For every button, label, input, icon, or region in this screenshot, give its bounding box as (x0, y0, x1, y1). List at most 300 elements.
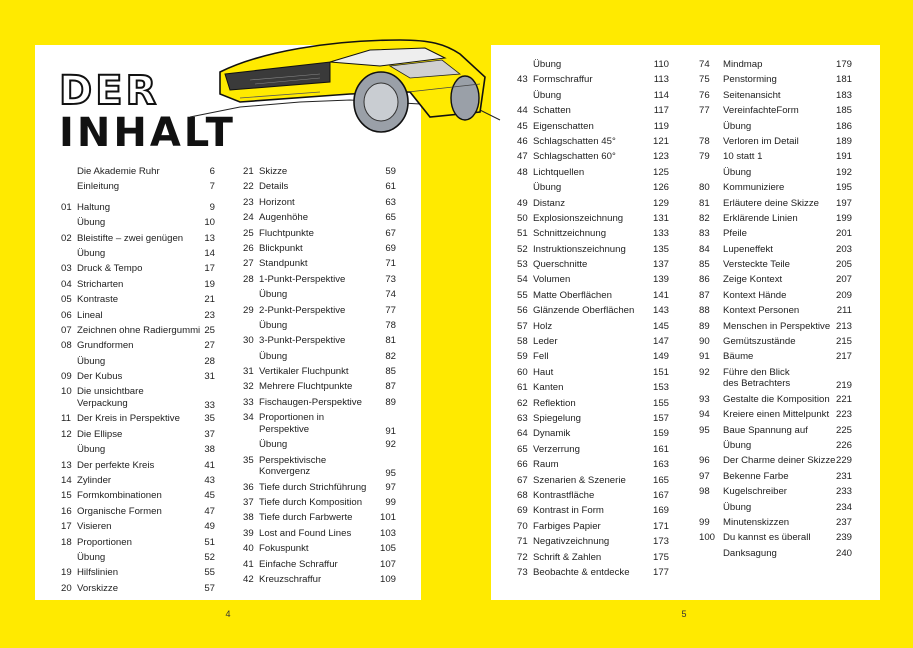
toc-entry-title-line: Details (259, 181, 289, 193)
toc-entry-number: 08 (61, 340, 72, 352)
toc-entry (517, 88, 669, 103)
toc-entry-title-line: Proportionen (77, 536, 132, 548)
toc-entry-number: 47 (517, 151, 528, 163)
title-line-2: INHALT (59, 110, 236, 156)
toc-entry (243, 395, 396, 410)
toc-entry (517, 149, 669, 164)
toc-entry-title (723, 272, 782, 287)
toc-entry-title (77, 386, 144, 409)
toc-entry-title (259, 495, 362, 510)
toc-entry-number: 22 (243, 181, 254, 193)
toc-entry-number: 25 (243, 227, 254, 239)
toc-entry-number: 21 (243, 166, 254, 177)
toc-entry-title (723, 288, 786, 303)
toc-entry-number: 26 (243, 242, 254, 254)
toc-entry-page: 151 (652, 366, 669, 378)
toc-entry (61, 519, 215, 534)
toc-entry-title-line: Gestalte die Komposition (723, 393, 830, 405)
toc-entry-number: 98 (699, 486, 710, 498)
toc-entry-title (723, 319, 830, 334)
toc-entry-title-line: Fischaugen-Perspektive (259, 396, 362, 408)
toc-entry-number: 72 (517, 551, 528, 563)
toc-entry (243, 179, 396, 194)
toc-entry (243, 480, 396, 495)
toc-entry-title-line: Zeichnen ohne Radiergummi (77, 324, 201, 336)
toc-entry-page: 237 (835, 516, 852, 528)
toc-entry-title (533, 57, 561, 72)
toc-entry-page: 69 (385, 242, 396, 254)
toc-entry (699, 134, 852, 149)
toc-entry (61, 200, 215, 215)
toc-entry-page: 117 (653, 105, 669, 117)
toc-entry (61, 565, 215, 580)
toc-entry-number: 45 (517, 120, 528, 132)
toc-entry-page: 105 (379, 543, 396, 555)
toc-entry-number: 40 (243, 543, 254, 555)
toc-entry-page: 225 (835, 424, 852, 436)
toc-entry-number: 19 (61, 567, 72, 579)
toc-entry-title (259, 364, 349, 379)
toc-entry-number: 05 (61, 294, 72, 306)
toc-entry-number: 11 (61, 413, 71, 425)
toc-entry-title-line: Tiefe durch Komposition (259, 497, 363, 509)
toc-entry (699, 438, 852, 453)
toc-entry-title-line: des Betrachters (723, 378, 791, 390)
toc-entry-title (723, 242, 773, 257)
toc-entry-title-line: Seitenansicht (723, 89, 781, 101)
toc-entry (699, 423, 852, 438)
toc-entry-title-line: Zylinder (77, 475, 112, 487)
toc-entry-title (723, 180, 784, 195)
toc-entry-page: 217 (835, 351, 852, 363)
toc-entry-page: 213 (835, 320, 852, 332)
toc-entry-page: 123 (652, 151, 669, 163)
toc-entry-title (723, 57, 762, 72)
toc-entry-title-line: Penstorming (723, 74, 777, 86)
toc-entry-page: 147 (652, 336, 669, 348)
toc-entry-title (77, 581, 118, 596)
toc-entry-page: 173 (652, 536, 669, 548)
toc-entry-title (723, 165, 751, 180)
toc-entry-title-line: Holz (533, 320, 553, 332)
toc-entry-title-line: Übung (259, 439, 288, 451)
toc-entry-number: 31 (243, 366, 254, 378)
toc-entry-page: 240 (835, 547, 852, 559)
toc-entry-title-line: Der Kubus (77, 371, 123, 383)
toc-entry-page: 135 (652, 243, 669, 255)
toc-entry (243, 272, 396, 287)
toc-entry-title (259, 272, 345, 287)
toc-entry-title-line: Szenarien & Szenerie (533, 474, 626, 486)
toc-entry (699, 211, 852, 226)
toc-entry-title (77, 200, 110, 215)
toc-entry-number: 96 (699, 455, 710, 467)
toc-entry-page: 121 (652, 135, 669, 147)
toc-entry-number: 43 (517, 74, 528, 86)
toc-entry-title-line: Übung (533, 59, 562, 70)
toc-entry-page: 41 (204, 459, 215, 471)
toc-entry-number: 70 (517, 520, 528, 532)
toc-entry-page: 219 (835, 380, 852, 392)
toc-entry-page: 28 (204, 355, 215, 367)
toc-entry (517, 503, 669, 518)
toc-entry-title (77, 292, 118, 307)
toc-entry-page: 153 (652, 382, 669, 394)
toc-entry-title (533, 149, 616, 164)
toc-entry-title-line: Kontext Personen (723, 305, 800, 317)
toc-entry (517, 534, 669, 549)
toc-entry-title-line: Organische Formen (77, 505, 162, 517)
toc-entry-number: 93 (699, 393, 710, 405)
title-line-1: DER (59, 68, 160, 114)
toc-entry-page: 87 (385, 381, 396, 393)
toc-entry-number: 14 (61, 475, 72, 487)
toc-entry-title-line: Bekenne Farbe (723, 470, 789, 482)
toc-entry-title (533, 242, 626, 257)
toc-entry (699, 392, 852, 407)
toc-entry-title-line: Der Charme deiner Skizze (723, 455, 836, 467)
toc-entry (243, 333, 396, 348)
toc-entry-page: 92 (385, 439, 396, 451)
toc-entry-number: 28 (243, 273, 254, 285)
toc-entry-title (77, 354, 105, 369)
toc-entry-number: 03 (61, 263, 72, 275)
toc-entry-title (533, 457, 559, 472)
toc-entry-page: 85 (385, 366, 396, 378)
toc-entry-title-line: Querschnitte (533, 259, 588, 271)
toc-entry-title-line: Verpackung (77, 397, 128, 409)
toc-entry (699, 349, 852, 364)
toc-entry-page: 17 (204, 263, 215, 275)
toc-entry-number: 39 (243, 527, 254, 539)
toc-entry-title-line: Fell (533, 351, 549, 363)
toc-entry-title (723, 149, 762, 164)
toc-entry-number: 46 (517, 135, 528, 147)
toc-entry (61, 179, 215, 194)
toc-entry-title-line: Perspektive (259, 423, 310, 435)
toc-entry (699, 242, 852, 257)
toc-entry-page: 195 (835, 182, 852, 194)
toc-entry-title-line: Kontraste (77, 294, 119, 306)
toc-entry-title (533, 72, 593, 87)
toc-entry-title-line: Lupeneffekt (723, 243, 773, 255)
toc-entry-title-line: Konvergenz (259, 466, 311, 478)
toc-entry-title (259, 256, 308, 271)
toc-entry (61, 231, 215, 246)
toc-entry-title-line: Die unsichtbare (77, 386, 144, 398)
toc-entry-page: 38 (204, 444, 215, 456)
toc-entry-number: 32 (243, 381, 254, 393)
toc-entry-title-line: Farbiges Papier (533, 520, 601, 532)
toc-entry (61, 292, 215, 307)
toc-entry-page: 55 (204, 567, 215, 579)
toc-entry-page: 43 (204, 475, 215, 487)
toc-entry-title-line: Übung (259, 319, 288, 331)
toc-entry (699, 165, 852, 180)
toc-entry-title-line: Blickpunkt (259, 242, 303, 254)
toc-entry-number: 55 (517, 289, 528, 301)
toc-entry-number: 81 (699, 197, 710, 209)
toc-entry (517, 119, 669, 134)
toc-entry-number: 51 (517, 228, 528, 240)
toc-entry-page: 229 (835, 455, 852, 467)
toc-entry-number: 09 (61, 371, 72, 383)
toc-entry-title-line: Kontrastfläche (533, 489, 595, 501)
toc-entry-page: 177 (652, 566, 669, 578)
toc-entry-title-line: Tiefe durch Strichführung (259, 481, 367, 493)
toc-entry-title-line: Haltung (77, 201, 111, 213)
toc-entry-title (533, 365, 553, 380)
toc-entry-page: 63 (385, 196, 396, 208)
toc-entry-title-line: Danksagung (723, 547, 777, 559)
toc-entry-number: 75 (699, 74, 710, 86)
toc-entry (699, 334, 852, 349)
toc-entry-title-line: Führe den Blick (723, 366, 790, 378)
toc-entry-title-line: Augenhöhe (259, 212, 309, 224)
toc-entry-title (723, 423, 808, 438)
toc-entry-number: 41 (243, 558, 254, 570)
toc-entry (699, 88, 852, 103)
toc-entry-number: 02 (61, 232, 72, 244)
toc-entry-title-line: Eigenschatten (533, 120, 594, 132)
toc-entry-title (533, 180, 561, 195)
toc-entry-page: 192 (835, 166, 852, 178)
toc-entry-title (723, 530, 810, 545)
toc-entry-number: 04 (61, 278, 72, 290)
toc-entry-title-line: Formschraffur (533, 74, 593, 86)
toc-entry-page: 211 (836, 305, 852, 317)
toc-entry-title (723, 500, 751, 515)
toc-entry-title-line: Der Kreis in Perspektive (77, 413, 180, 425)
toc-entry-page: 91 (385, 425, 396, 437)
toc-entry-page: 197 (835, 197, 852, 209)
toc-entry (517, 319, 669, 334)
toc-entry-title (259, 210, 308, 225)
toc-entry-page: 129 (652, 197, 669, 209)
toc-entry-title (533, 257, 587, 272)
toc-entry-page: 139 (652, 274, 669, 286)
toc-entry-title (723, 349, 753, 364)
toc-entry (517, 257, 669, 272)
toc-entry-page: 89 (385, 396, 396, 408)
toc-entry (61, 581, 215, 596)
toc-entry-title (723, 134, 799, 149)
toc-entry-number: 44 (517, 105, 528, 117)
page-number-right: 5 (681, 609, 687, 619)
toc-entry-title-line: Schnittzeichnung (533, 228, 607, 240)
toc-entry (699, 257, 852, 272)
toc-entry-page: 103 (379, 527, 396, 539)
toc-entry-number: 53 (517, 259, 528, 271)
toc-entry (243, 526, 396, 541)
toc-column-3 (517, 57, 669, 580)
toc-entry-page: 67 (385, 227, 396, 239)
toc-entry-page: 133 (652, 228, 669, 240)
toc-entry-number: 23 (243, 196, 254, 208)
toc-entry-page: 165 (652, 474, 669, 486)
toc-entry-title (77, 277, 123, 292)
toc-entry-number: 29 (243, 304, 254, 316)
toc-entry-page: 10 (204, 217, 215, 229)
toc-entry-title (533, 565, 630, 580)
toc-entry-number: 33 (243, 396, 254, 408)
toc-entry-page: 185 (835, 105, 852, 117)
toc-entry-number: 84 (699, 243, 710, 255)
toc-entry-number: 67 (517, 474, 528, 486)
toc-entry-title-line: Übung (723, 166, 752, 178)
toc-entry-title (723, 334, 796, 349)
toc-entry-number: 01 (61, 201, 72, 213)
toc-entry-title-line: Einfache Schraffur (259, 558, 338, 570)
toc-entry-title (723, 392, 830, 407)
toc-entry-number: 80 (699, 182, 710, 194)
toc-entry (243, 303, 396, 318)
toc-entry (61, 535, 215, 550)
toc-entry-number: 56 (517, 305, 528, 317)
toc-entry-number: 16 (61, 505, 72, 517)
toc-entry-title-line: Versteckte Teile (723, 259, 791, 271)
toc-entry-title (723, 546, 777, 561)
toc-entry-title-line: Übung (533, 89, 562, 101)
toc-entry-page: 207 (835, 274, 852, 286)
toc-entry-title (259, 455, 326, 478)
toc-entry (61, 215, 215, 230)
toc-entry-title (723, 103, 799, 118)
toc-entry (517, 426, 669, 441)
toc-entry-title-line: Vertikaler Fluchpunkt (259, 366, 349, 378)
toc-entry (61, 164, 215, 179)
toc-entry-title-line: Proportionen in (259, 412, 325, 424)
toc-entry-title (77, 231, 183, 246)
toc-entry-number: 87 (699, 289, 710, 301)
toc-entry-title-line: Kommuniziere (723, 182, 785, 194)
toc-entry (61, 261, 215, 276)
toc-entry-title (533, 411, 581, 426)
toc-entry (517, 565, 669, 580)
toc-entry-number: 65 (517, 443, 528, 455)
toc-entry (517, 196, 669, 211)
toc-entry-page: 74 (385, 289, 396, 301)
toc-entry-page: 169 (652, 505, 669, 517)
toc-entry-page: 215 (835, 336, 852, 348)
toc-entry-page: 221 (835, 393, 852, 405)
toc-entry-title (533, 88, 561, 103)
toc-entry-title (723, 303, 799, 318)
toc-entry-page: 141 (652, 289, 669, 301)
toc-entry-title-line: Schatten (533, 105, 571, 117)
toc-entry (243, 541, 396, 556)
toc-entry-page: 239 (835, 532, 852, 544)
toc-entry-title-line: Übung (77, 444, 106, 456)
toc-entry (243, 437, 396, 452)
toc-entry-number: 97 (699, 470, 710, 482)
toc-entry-title-line: Bäume (723, 351, 754, 363)
toc-entry (699, 453, 852, 468)
toc-entry-page: 77 (385, 304, 396, 316)
toc-entry-page: 157 (652, 412, 669, 424)
toc-entry (699, 319, 852, 334)
toc-entry-page: 21 (204, 294, 215, 306)
toc-entry-title-line: Druck & Tempo (77, 263, 143, 275)
toc-entry (699, 72, 852, 87)
toc-entry-title (533, 503, 604, 518)
toc-entry-title (533, 211, 623, 226)
toc-entry (243, 226, 396, 241)
toc-entry-title-line: Reflektion (533, 397, 576, 409)
toc-entry-number: 88 (699, 305, 710, 317)
toc-entry (517, 165, 669, 180)
toc-entry-title (259, 241, 303, 256)
toc-entry-title-line: Schrift & Zahlen (533, 551, 602, 563)
toc-entry (517, 226, 669, 241)
toc-entry-page: 183 (835, 89, 852, 101)
toc-entry (243, 210, 396, 225)
toc-entry-title (533, 534, 609, 549)
toc-entry-number: 17 (61, 521, 72, 533)
toc-entry-page: 186 (835, 120, 852, 132)
toc-entry-title (259, 179, 288, 194)
toc-entry (243, 349, 396, 364)
toc-entry-page: 65 (385, 212, 396, 224)
toc-entry (699, 119, 852, 134)
toc-entry-title-line: Übung (533, 182, 562, 194)
toc-column-4 (699, 57, 852, 561)
toc-entry-title (533, 319, 552, 334)
toc-entry-title (723, 72, 777, 87)
toc-entry-title (77, 550, 105, 565)
toc-entry-number: 85 (699, 259, 710, 271)
toc-entry (517, 57, 669, 72)
toc-entry-number: 37 (243, 497, 254, 509)
toc-entry-title-line: Übung (723, 439, 752, 451)
toc-entry-title-line: Grundformen (77, 340, 134, 352)
toc-entry-title-line: Formkombinationen (77, 490, 162, 502)
toc-entry-title (77, 535, 132, 550)
toc-entry-title (259, 572, 321, 587)
toc-entry-title (533, 488, 594, 503)
toc-entry (243, 364, 396, 379)
toc-entry-page: 6 (209, 166, 215, 177)
toc-entry (243, 495, 396, 510)
toc-entry-page: 159 (652, 428, 669, 440)
toc-entry-page: 223 (835, 409, 852, 421)
toc-entry (243, 195, 396, 210)
toc-entry-page: 201 (835, 228, 852, 240)
toc-entry-title (259, 526, 351, 541)
toc-entry (61, 550, 215, 565)
toc-entry-title (259, 541, 309, 556)
toc-entry (699, 365, 852, 392)
toc-entry-number: 54 (517, 274, 528, 286)
toc-entry (243, 318, 396, 333)
toc-entry-page: 59 (385, 166, 396, 177)
toc-entry-page: 163 (652, 459, 669, 471)
toc-entry-title-line: Lost and Found Lines (259, 527, 352, 539)
toc-entry-number: 64 (517, 428, 528, 440)
toc-entry-title-line: Übung (259, 350, 288, 362)
toc-entry-title-line: Horizont (259, 196, 295, 208)
toc-entry-number: 69 (517, 505, 528, 517)
toc-entry (517, 242, 669, 257)
toc-entry (517, 473, 669, 488)
toc-entry-title-line: Glänzende Oberflächen (533, 305, 635, 317)
toc-entry-title-line: Haut (533, 366, 554, 378)
toc-entry-title-line: Schlagschatten 60° (533, 151, 616, 163)
toc-entry (61, 338, 215, 353)
toc-entry-title-line: Einleitung (77, 181, 120, 193)
toc-entry (243, 287, 396, 302)
toc-entry (243, 410, 396, 437)
